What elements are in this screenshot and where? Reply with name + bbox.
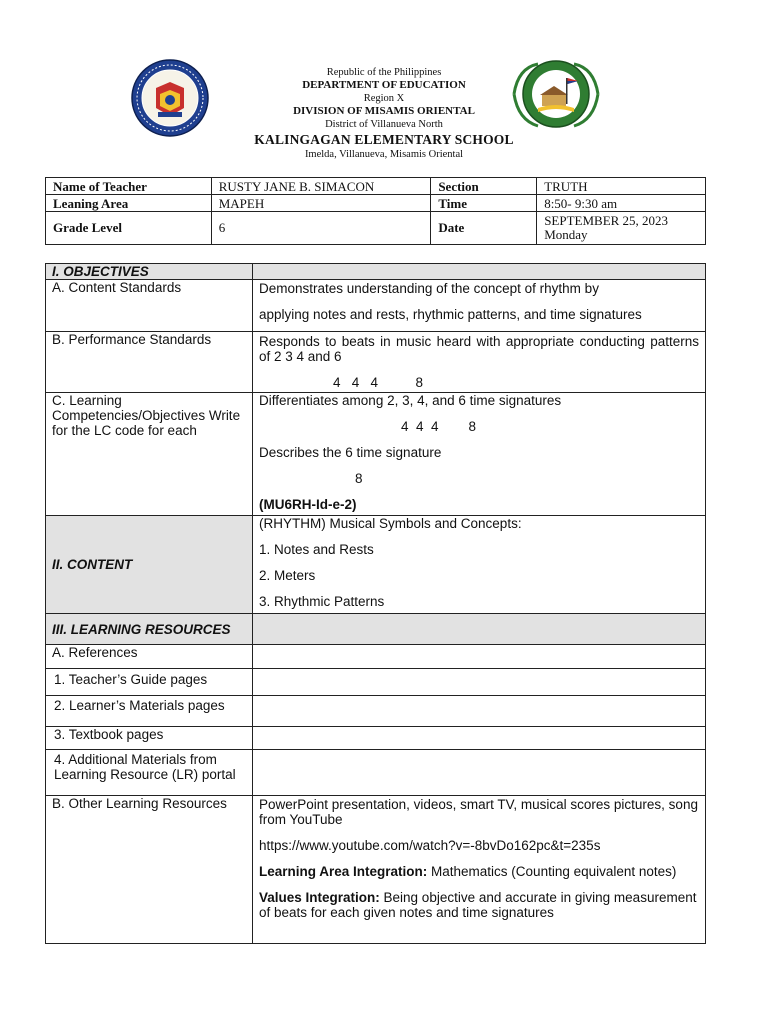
table-row <box>46 696 706 727</box>
other-resources-label: B. Other Learning Resources <box>46 796 253 944</box>
other-resources-text: PowerPoint presentation, videos, smart TV, musical scores pictures, song from YouTube <box>259 797 698 827</box>
integration-text: Mathematics (Counting equivalent notes) <box>427 864 677 879</box>
time-label: Time <box>431 195 537 212</box>
values-text: Being objective and accurate in giving measurement of beats for each given notes and time signatures <box>259 890 697 920</box>
learning-area-value: MAPEH <box>211 195 431 212</box>
resources-heading: III. LEARNING RESOURCES <box>46 614 253 645</box>
table-row <box>46 669 706 696</box>
additional-materials-value <box>253 750 706 796</box>
date-label: Date <box>431 212 537 245</box>
other-resources-cell <box>253 796 706 944</box>
content-heading: II. CONTENT <box>46 516 253 614</box>
competencies-text: Differentiates among 2, 3, 4, and 6 time signatures <box>259 393 562 408</box>
integration-paragraph <box>259 864 699 879</box>
content-standards-line2: applying notes and rests, rhythmic patterns, and time signatures <box>259 307 642 322</box>
table-row <box>46 280 706 332</box>
teacher-value: RUSTY JANE B. SIMACON <box>211 178 431 195</box>
references-label: A. References <box>46 645 253 669</box>
table-row <box>46 516 706 614</box>
list-item: 1. Notes and Rests <box>259 542 374 557</box>
table-row <box>46 750 706 796</box>
resource-url: https://www.youtube.com/watch?v=-8bvDo162pc&t=235s <box>259 838 601 853</box>
time-value: 8:50- 9:30 am <box>537 195 706 212</box>
date-cell <box>537 212 706 245</box>
table-row <box>46 264 706 280</box>
textbook-value <box>253 727 706 750</box>
performance-standards-label: B. Performance Standards <box>46 332 253 393</box>
performance-denominators: 4 4 4 8 <box>333 375 424 390</box>
grade-level-value: 6 <box>211 212 431 245</box>
school-seal-icon <box>508 56 604 132</box>
content-standards-line1: Demonstrates understanding of the concept of rhythm by <box>259 281 599 296</box>
division-text: DIVISION OF MISAMIS ORIENTAL <box>293 105 475 117</box>
table-row <box>46 645 706 669</box>
table-row <box>46 178 706 195</box>
district-text: District of Villanueva North <box>325 119 443 130</box>
performance-standards-text: Responds to beats in music heard with appropriate conducting patterns of 2 3 4 and 6 <box>259 334 699 364</box>
day-value: Monday <box>544 227 588 242</box>
competencies-denominators: 4 4 4 8 <box>401 419 477 434</box>
competencies-label: C. Learning Competencies/Objectives Write for the LC code for each <box>46 393 253 516</box>
resources-heading-blank <box>253 614 706 645</box>
republic-text: Republic of the Philippines <box>326 67 442 78</box>
list-item: 2. Meters <box>259 568 316 583</box>
date-value: SEPTEMBER 25, 2023 <box>544 213 669 228</box>
section-label: Section <box>431 178 537 195</box>
table-row <box>46 332 706 393</box>
table-row <box>46 614 706 645</box>
content-standards-label: A. Content Standards <box>46 280 253 332</box>
objectives-heading: I. OBJECTIVES <box>46 264 253 280</box>
table-row <box>46 796 706 944</box>
lesson-plan-table <box>45 263 706 944</box>
section-value: TRUTH <box>537 178 706 195</box>
teachers-guide-label: 1. Teacher’s Guide pages <box>46 669 253 696</box>
list-item: 3. Rhythmic Patterns <box>259 594 385 609</box>
competency-code: (MU6RH-Id-e-2) <box>259 497 357 512</box>
school-address: Imelda, Villanueva, Misamis Oriental <box>304 149 464 160</box>
integration-label: Learning Area Integration: <box>259 864 428 879</box>
content-cell <box>253 516 706 614</box>
teacher-label: Name of Teacher <box>46 178 212 195</box>
competencies-text-2: Describes the 6 time signature <box>259 445 442 460</box>
competencies-denominator-2: 8 <box>355 471 363 486</box>
content-standards-cell <box>253 280 706 332</box>
values-label: Values Integration: <box>259 890 380 905</box>
values-paragraph <box>259 890 699 920</box>
learners-materials-value <box>253 696 706 727</box>
content-title: (RHYTHM) Musical Symbols and Concepts: <box>259 516 522 531</box>
table-row <box>46 195 706 212</box>
objectives-heading-blank <box>253 264 706 280</box>
competencies-cell <box>253 393 706 516</box>
lesson-info-table <box>45 177 706 245</box>
textbook-label: 3. Textbook pages <box>46 727 253 750</box>
table-row <box>46 212 706 245</box>
school-name: KALINGAGAN ELEMENTARY SCHOOL <box>254 132 514 147</box>
references-value <box>253 645 706 669</box>
learning-area-label: Leaning Area <box>46 195 212 212</box>
learners-materials-label: 2. Learner’s Materials pages <box>46 696 253 727</box>
table-row <box>46 393 706 516</box>
grade-level-label: Grade Level <box>46 212 212 245</box>
performance-standards-cell <box>253 332 706 393</box>
department-text: DEPARTMENT OF EDUCATION <box>302 79 466 91</box>
additional-materials-label: 4. Additional Materials from Learning Resource (LR) portal <box>46 750 253 796</box>
table-row <box>46 727 706 750</box>
teachers-guide-value <box>253 669 706 696</box>
region-text: Region X <box>363 93 405 104</box>
